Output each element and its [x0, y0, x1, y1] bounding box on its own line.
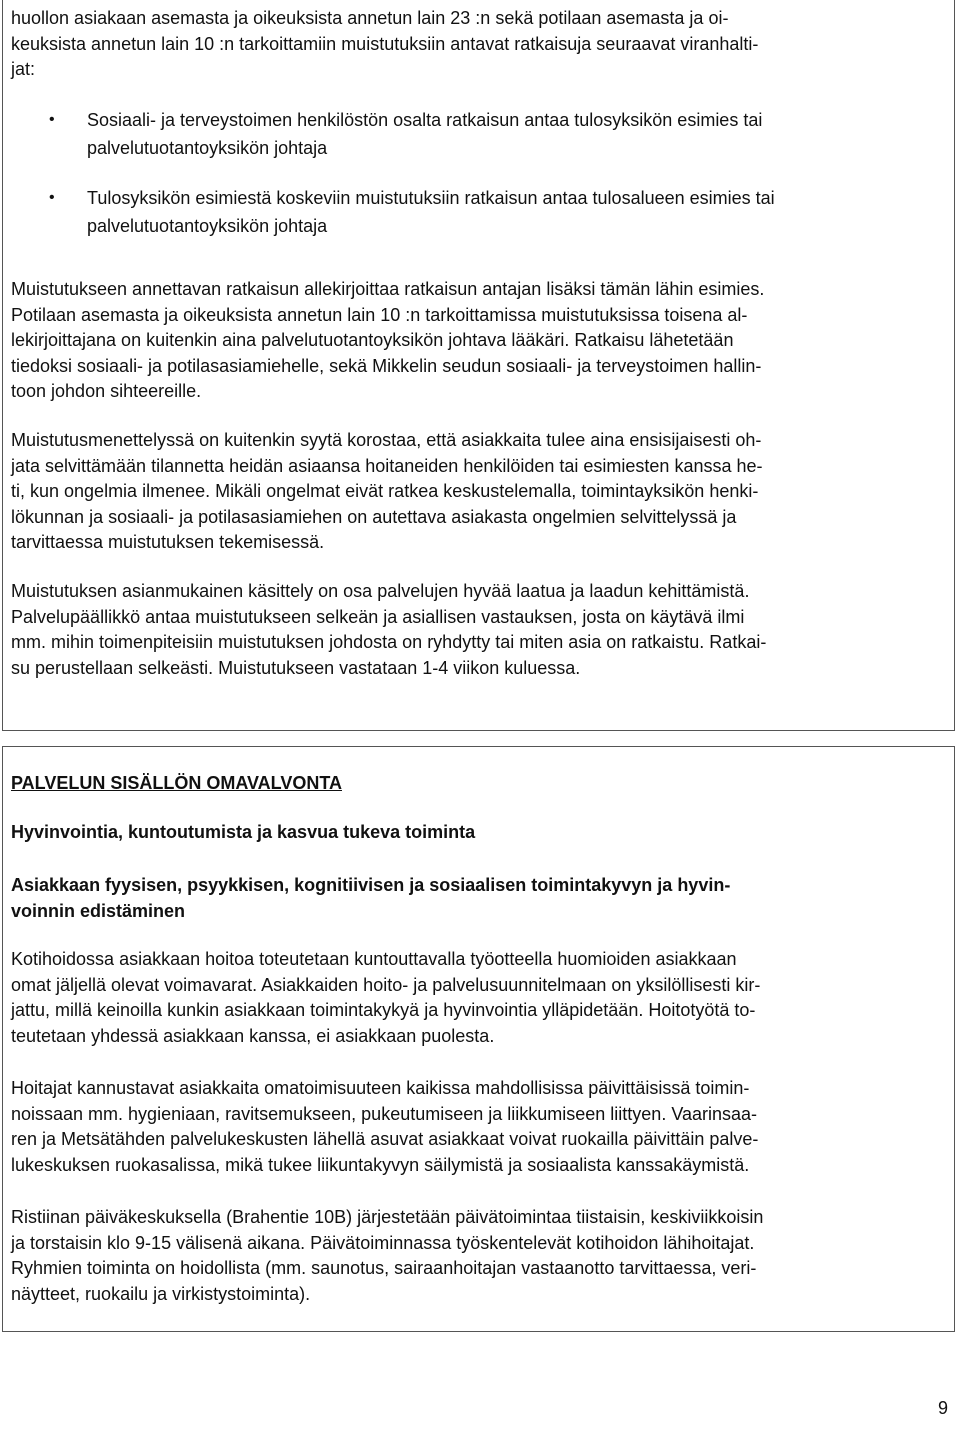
paragraph-line: teutetaan yhdessä asiakkaan kanssa, ei asiakkaan puolesta. [11, 1025, 495, 1046]
paragraph-line: ti, kun ongelmia ilmenee. Mikäli ongelmat eivät ratkea keskustelemalla, toimintayksikön henki- [11, 481, 759, 501]
paragraph-line: toon johdon sihteereille. [11, 381, 202, 401]
main-heading: PALVELUN SISÄLLÖN OMAVALVONTA [11, 773, 342, 793]
paragraph-line: ja torstaisin klo 9-15 välisenä aikana. Päivätoiminnassa työskentelevät kotihoidon lähihoitajat. [11, 1232, 755, 1253]
section-heading: Hyvinvointia, kuntoutumista ja kasvua tukeva toiminta [11, 822, 476, 842]
bullet-item-line: palvelutuotantoyksikön johtaja [87, 138, 328, 158]
paragraph-line: lukeskuksen ruokasalissa, mikä tukee liikuntakyvyn säilymistä ja sosiaalista kanssakäymistä. [11, 1154, 750, 1175]
bullet-item-line: Sosiaali- ja terveystoimen henkilöstön osalta ratkaisun antaa tulosyksikön esimies tai [87, 110, 763, 130]
paragraph-line: noissaan mm. hygieniaan, ravitsemukseen, pukeutumiseen ja liikkumiseen liittyen. Vaarinsaa- [11, 1103, 758, 1124]
subsection-heading: voinnin edistäminen [11, 900, 186, 921]
intro-line: huollon asiakaan asemasta ja oikeuksista annetun lain 23 :n sekä potilaan asemasta ja oi- [11, 8, 729, 28]
paragraph-line: Kotihoidossa asiakkaan hoitoa toteutetaan kuntouttavalla työotteella huomioiden asiakkaan [11, 949, 737, 969]
subsection-heading: Asiakkaan fyysisen, psyykkisen, kognitiivisen ja sosiaalisen toimintakyvyn ja hyvin- [11, 875, 731, 895]
paragraph-line: lekirjoittajana on kuitenkin aina palvelutuotantoyksikön johtava lääkäri. Ratkaisu lähetetään [11, 330, 734, 350]
paragraph-line: lökunnan ja sosiaali- ja potilasasiamiehen on autettava asiakasta ongelmien selvittelyssä ja [11, 506, 737, 527]
paragraph-line: ren ja Metsätähden palvelukeskusten lähellä asuvat asiakkaat voivat ruokailla päivittäin palve- [11, 1129, 759, 1149]
paragraph-line: Potilaan asemasta ja oikeuksista annetun lain 10 :n tarkoittamissa muistutuksissa toisena al- [11, 304, 748, 325]
page-number: 9 [938, 1398, 949, 1418]
paragraph-line: Hoitajat kannustavat asiakkaita omatoimisuuteen kaikissa mahdollisissa päivittäisissä toimin- [11, 1078, 750, 1098]
paragraph-line: näytteet, ruokailu ja virkistystoiminta). [11, 1283, 311, 1304]
paragraph-line: Ristiinan päiväkeskuksella (Brahentie 10B) järjestetään päivätoimintaa tiistaisin, keskiviikkoisin [11, 1207, 764, 1227]
bullet-icon: • [49, 111, 55, 128]
paragraph-line: Ryhmien toiminta on hoidollista (mm. saunotus, sairaanhoitajan vastaanotto tarvittaessa, veri- [11, 1258, 757, 1278]
paragraph-line: omat jäljellä olevat voimavarat. Asiakkaiden hoito- ja palvelusuunnitelmaan on yksilöllisesti kir- [11, 974, 761, 995]
paragraph-line: Muistutusmenettelyssä on kuitenkin syytä korostaa, että asiakkaita tulee aina ensisijaisesti oh- [11, 430, 762, 450]
paragraph-line: tarvittaessa muistutuksen tekemisessä. [11, 532, 325, 552]
paragraph-line: jata selvittämään tilannetta heidän asiaansa hoitaneiden henkilöiden tai esimiesten kanssa he- [11, 455, 763, 476]
paragraph-line: Palvelupäällikkö antaa muistutukseen selkeän ja asiallisen vastauksen, josta on käytävä ilmi [11, 606, 745, 627]
bullet-item-line: Tulosyksikön esimiestä koskeviin muistutuksiin ratkaisun antaa tulosalueen esimies tai [87, 188, 775, 208]
paragraph-line: mm. mihin toimenpiteisiin muistutuksen johdosta on ryhdytty tai miten asia on ratkaistu. Ratkai- [11, 632, 767, 652]
intro-line: jat: [11, 59, 36, 79]
paragraph-line: jattu, millä keinoilla kunkin asiakkaan toimintakykyä ja hyvinvointia ylläpidetään. Hoitotyötä to- [11, 1000, 756, 1020]
paragraph-line: Muistutukseen annettavan ratkaisun allekirjoittaa ratkaisun antajan lisäksi tämän lähin esimies. [11, 279, 765, 299]
paragraph-line: Muistutuksen asianmukainen käsittely on osa palvelujen hyvää laatua ja laadun kehittämistä. [11, 581, 750, 601]
bullet-icon: • [49, 189, 55, 206]
bullet-item-line: palvelutuotantoyksikön johtaja [87, 216, 328, 236]
paragraph-line: su perustellaan selkeästi. Muistutukseen vastataan 1-4 viikon kuluessa. [11, 657, 581, 678]
intro-line: keuksista annetun lain 10 :n tarkoittamiin muistutuksiin antavat ratkaisuja seuraavat viranhalti- [11, 33, 759, 54]
paragraph-line: tiedoksi sosiaali- ja potilasasiamiehelle, sekä Mikkelin seudun sosiaali- ja terveystoimen hallin- [11, 355, 762, 376]
